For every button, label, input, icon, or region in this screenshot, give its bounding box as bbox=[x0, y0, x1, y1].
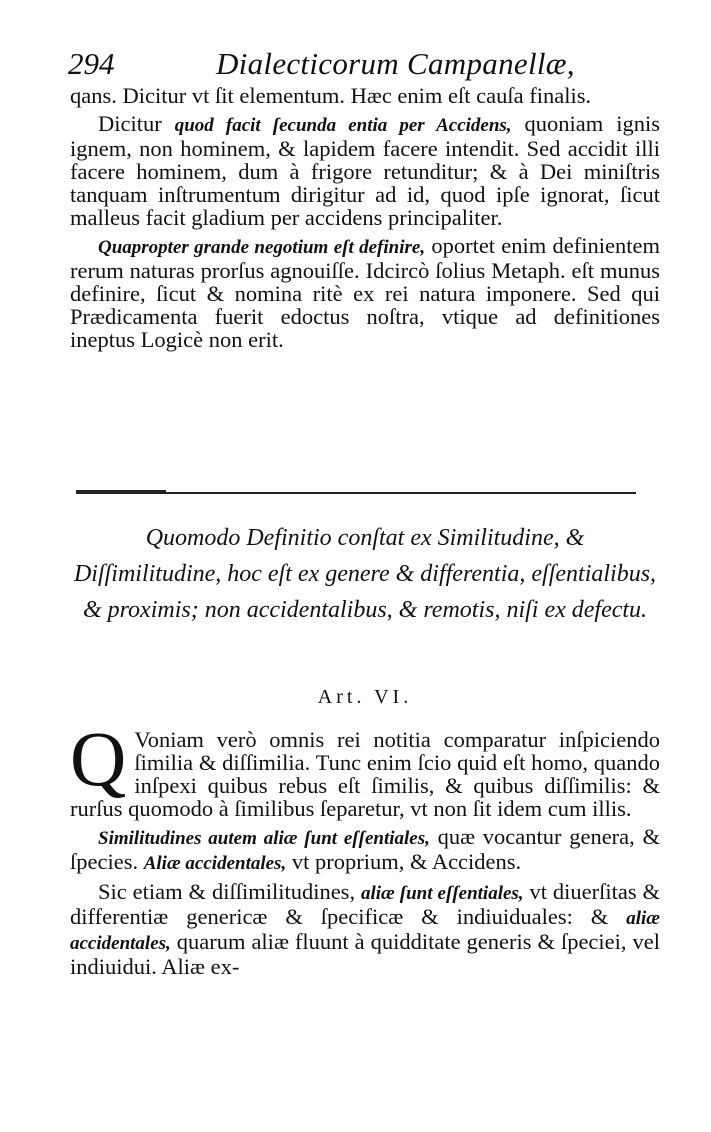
text-block-lower bbox=[70, 715, 661, 979]
article-label: Art. VI. bbox=[317, 686, 413, 708]
drop-cap: Q bbox=[70, 715, 127, 802]
paragraph: qans. Dicitur vt ſit elementum. Hæc enim eſt cauſa finalis. bbox=[70, 83, 592, 108]
lemma: Quapropter grande negotium eſt definire, bbox=[98, 237, 426, 258]
section-divider bbox=[76, 492, 636, 494]
page-number: 294 bbox=[68, 46, 115, 81]
paragraph: Quapropter grande negotium eſt definire, oportet enim definientem rerum naturas prorſus agnouiſſe. Idcircò ſolius Metaph. eſt munus definire, ſicut & nomina ritè ex rei natura imponere. Sed qui Prædicamenta fuerit edoctus noſtra, vtique ad definitiones ineptus Logicè non erit. bbox=[70, 233, 660, 352]
lemma: aliæ accidentales, bbox=[70, 908, 661, 954]
paragraph: Q Voniam verò omnis rei notitia comparatur inſpiciendo ſimilia & diſſimilia. Tunc enim ſcio quid eſt homo, quando inſpexi quibus rebus eſt ſimilis, & quibus diſſimilis: & rurſus quomodo à ſimilibus ſeparetur, vt non ſit idem cum illis. bbox=[70, 715, 660, 821]
lemma: Similitudines autem aliæ ſunt eſſentiales, bbox=[98, 828, 430, 849]
lemma: aliæ ſunt eſſentiales, bbox=[360, 883, 524, 904]
paragraph: Dicitur quod facit ſecunda entia per Accidens, quoniam ignis ignem, non hominem, & lapidem facere intendit. Sed accidit illi facere hominem, dum à frigore retunditur; & à Dei miniſtris tanquam inſtrumentum dirigitur ad id, quod ipſe ignorat, ſicut malleus facit gladium per accidens principaliter. bbox=[70, 111, 661, 230]
running-title: Dialecticorum Campanellæ, bbox=[216, 46, 575, 81]
text-block-upper bbox=[70, 84, 660, 351]
section-heading: Quomodo Definitio conſtat ex Similitudine, & Diſſimilitudine, hoc eſt ex genere & differentia, eſſentialibus, & proximis; non accidentalibus, & remotis, niſi ex defectu. bbox=[73, 525, 657, 623]
lemma: quod facit ſecunda entia per Accidens, bbox=[174, 115, 512, 136]
paragraph: Similitudines autem aliæ ſunt eſſentiales, quæ vocantur genera, & ſpecies. Aliæ accidentales, vt proprium, & Accidens. bbox=[70, 824, 660, 874]
paragraph: Sic etiam & diſſimilitudines, aliæ ſunt eſſentiales, vt diuerſitas & differentiæ genericæ & ſpecificæ & indiuiduales: & aliæ accidentales, quarum aliæ fluunt à quidditate generis & ſpeciei, vel indiuidui. Aliæ ex- bbox=[70, 879, 661, 979]
lemma: Aliæ accidentales, bbox=[143, 853, 287, 874]
